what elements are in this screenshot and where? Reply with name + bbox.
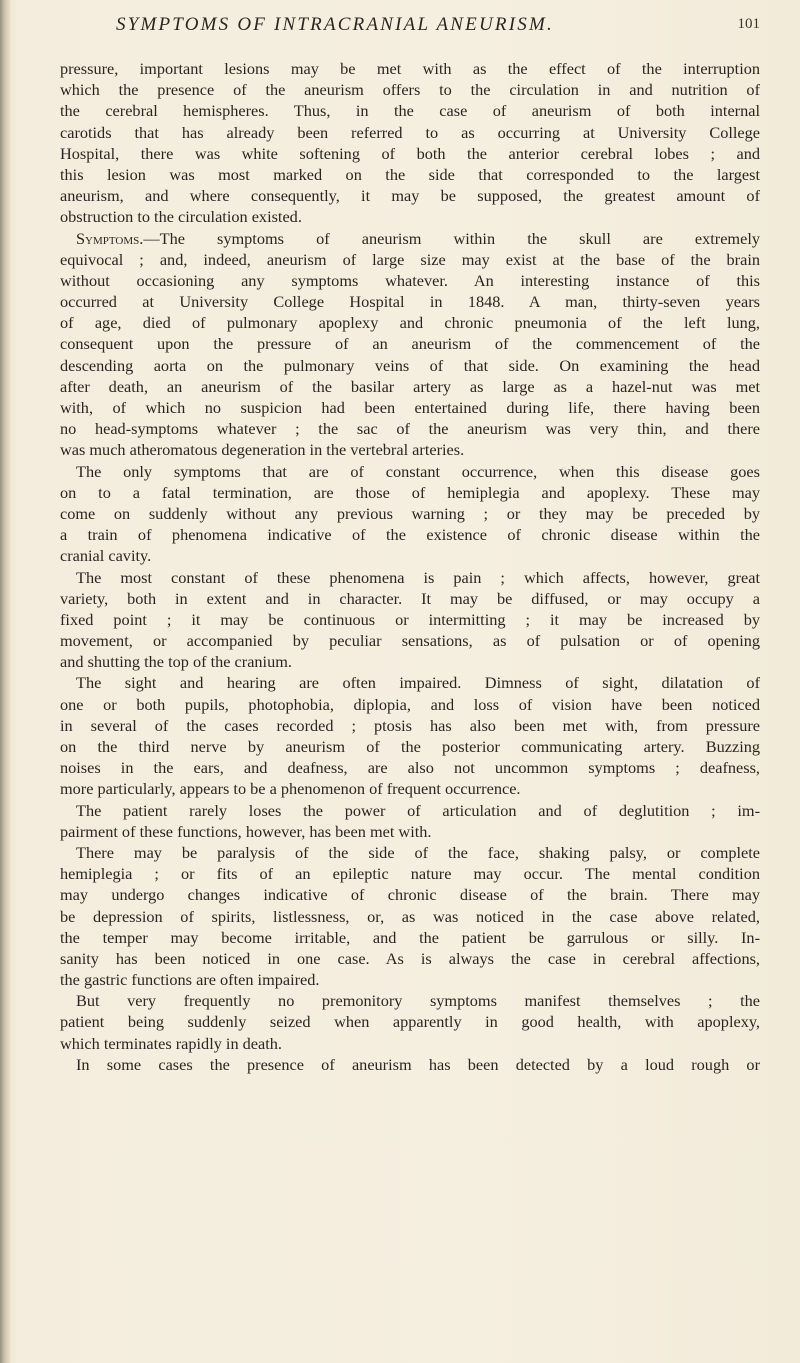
- text-line: noises in the ears, and deafness, are also not uncommon symptoms ; deafness,: [60, 758, 760, 778]
- text-line: after death, an aneurism of the basilar artery as large as a hazel-nut was met: [60, 376, 760, 396]
- text-line: But very frequently no premonitory symptoms manifest themselves ; the: [76, 991, 760, 1011]
- text-line: which terminates rapidly in death.: [60, 1033, 282, 1053]
- text-line: the temper may become irritable, and the patient be garrulous or silly. In-: [60, 927, 760, 947]
- body-text: [60, 58, 760, 1075]
- page-binding-edge: [0, 0, 10, 1363]
- text-line: The most constant of these phenomena is pain ; which affects, however, great: [76, 567, 760, 587]
- text-line: The only symptoms that are of constant occurrence, when this disease goes: [76, 461, 760, 481]
- text-line: which the presence of the aneurism offers to the circulation in and nutrition of: [60, 80, 760, 100]
- text-line: the gastric functions are often impaired.: [60, 970, 320, 990]
- text-line: this lesion was most marked on the side that corresponded to the largest: [60, 164, 760, 184]
- text-line: In some cases the presence of aneurism has been detected by a loud rough or: [76, 1054, 760, 1074]
- text-line: Hospital, there was white softening of both the anterior cerebral lobes ; and: [60, 143, 760, 163]
- text-line: patient being suddenly seized when apparently in good health, with apoplexy,: [60, 1012, 760, 1032]
- text-line: more particularly, appears to be a phenomenon of frequent occurrence.: [60, 779, 521, 799]
- text-line: variety, both in extent and in character. It may be diffused, or may occupy a: [60, 588, 760, 608]
- text-line: with, of which no suspicion had been entertained during life, there having been: [60, 398, 760, 417]
- section-heading: Symptoms.: [76, 228, 144, 248]
- text-line: hemiplegia ; or fits of an epileptic nature may occur. The mental condition: [60, 864, 760, 884]
- text-line: The sight and hearing are often impaired. Dimness of sight, dilatation of: [76, 673, 760, 693]
- text-line: without occasioning any symptoms whatever. An interesting instance of this: [60, 270, 760, 290]
- page-number: 101: [737, 16, 760, 32]
- text-line: aneurism, and where consequently, it may be supposed, the greatest amount of: [60, 186, 760, 206]
- text-line: pressure, important lesions may be met with as the effect of the interruption: [60, 59, 760, 78]
- text-line: cranial cavity.: [60, 546, 152, 566]
- text-line: be depression of spirits, listlessness, or, as was noticed in the case above related,: [60, 906, 760, 926]
- text-line: The patient rarely loses the power of articulation and of deglutition ; im-: [76, 800, 760, 820]
- text-line: come on suddenly without any previous warning ; or they may be preceded by: [60, 503, 760, 523]
- text-line: occurred at University College Hospital in 1848. A man, thirty-seven years: [60, 292, 760, 312]
- text-line: movement, or accompanied by peculiar sensations, as of pulsation or of opening: [60, 631, 760, 651]
- text-line: and shutting the top of the cranium.: [60, 652, 292, 672]
- text-line: obstruction to the circulation existed.: [60, 207, 302, 227]
- text-line: no head-symptoms whatever ; the sac of the aneurism was very thin, and there: [60, 419, 760, 439]
- text-line: There may be paralysis of the side of the face, shaking palsy, or complete: [76, 842, 760, 862]
- text-line: a train of phenomena indicative of the existence of chronic disease within the: [60, 525, 760, 545]
- text-line: on to a fatal termination, are those of hemiplegia and apoplexy. These may: [60, 482, 760, 502]
- text-line: one or both pupils, photophobia, diplopia, and loss of vision have been noticed: [60, 694, 760, 714]
- text-line: Symptoms.—The symptoms of aneurism within the skull are extremely: [76, 228, 760, 248]
- text-line: on the third nerve by aneurism of the posterior communicating artery. Buzzing: [60, 737, 760, 756]
- text-line: in several of the cases recorded ; ptosis has also been met with, from pressure: [60, 715, 760, 735]
- running-title: SYMPTOMS OF INTRACRANIAL ANEURISM.: [116, 14, 554, 35]
- page-header: [60, 14, 760, 54]
- text-line: may undergo changes indicative of chronic disease of the brain. There may: [60, 885, 760, 905]
- text-line: was much atheromatous degeneration in the vertebral arteries.: [60, 440, 465, 460]
- text-line: equivocal ; and, indeed, aneurism of large size may exist at the base of the brain: [60, 249, 760, 269]
- text-line: pairment of these functions, however, has been met with.: [60, 821, 432, 841]
- text-line: fixed point ; it may be continuous or intermitting ; it may be increased by: [60, 609, 760, 629]
- text-line: of age, died of pulmonary apoplexy and chronic pneumonia of the left lung,: [60, 313, 760, 333]
- text-line: consequent upon the pressure of an aneurism of the commencement of the: [60, 334, 760, 354]
- text-line: carotids that has already been referred to as occurring at University College: [60, 122, 760, 142]
- text-line: sanity has been noticed in one case. As is always the case in cerebral affections,: [60, 948, 760, 968]
- text-line: descending aorta on the pulmonary veins of that side. On examining the head: [60, 355, 760, 375]
- text-line: the cerebral hemispheres. Thus, in the case of aneurism of both internal: [60, 101, 760, 121]
